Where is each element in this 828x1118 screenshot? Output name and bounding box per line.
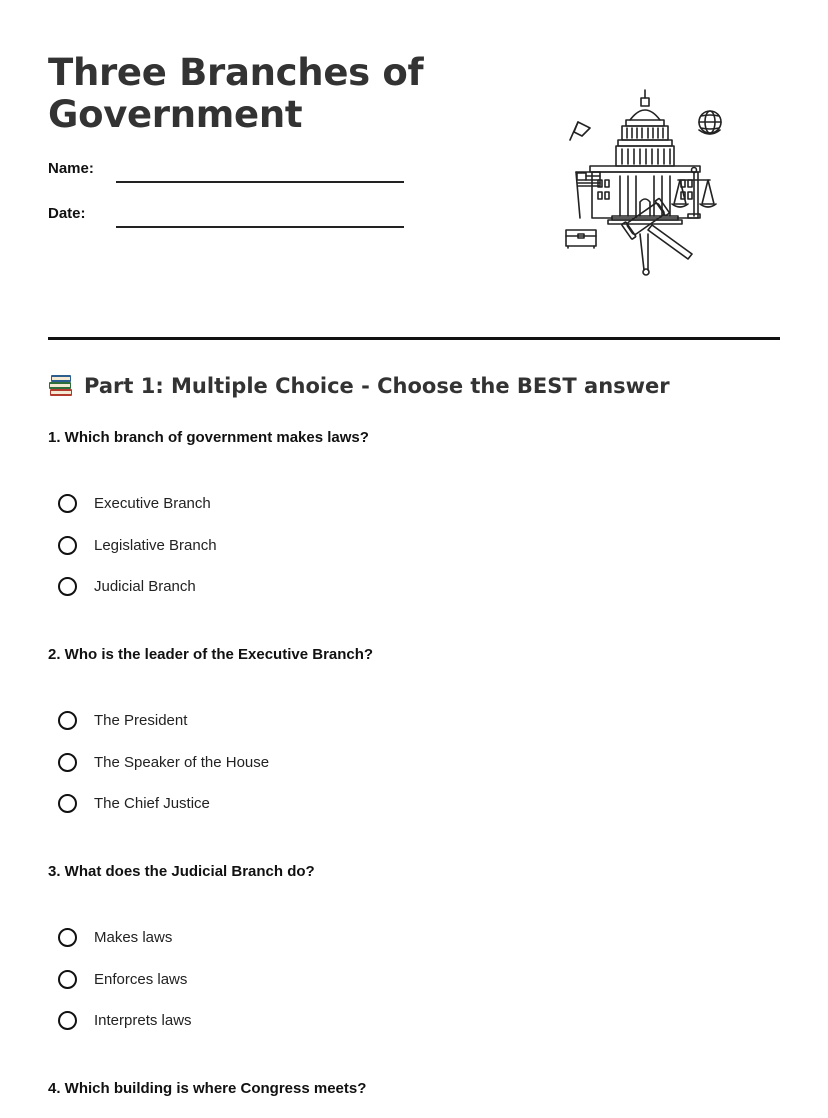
option-label: Enforces laws [94, 970, 188, 988]
answer-options [58, 700, 269, 825]
answer-option[interactable] [58, 525, 217, 567]
radio-button[interactable] [58, 711, 77, 730]
date-label: Date: [48, 205, 86, 222]
books-icon [48, 374, 74, 398]
name-field[interactable] [48, 160, 404, 177]
section-heading [48, 374, 670, 398]
answer-option[interactable] [58, 566, 217, 608]
question-3 [48, 863, 788, 1030]
option-label: Judicial Branch [94, 578, 196, 596]
radio-button[interactable] [58, 970, 77, 989]
radio-button[interactable] [58, 753, 77, 772]
answer-options [58, 917, 192, 1042]
radio-button[interactable] [58, 577, 77, 596]
option-label: Makes laws [94, 929, 173, 947]
chest-icon [566, 230, 596, 248]
flag-icon [576, 172, 600, 218]
name-line[interactable] [116, 167, 404, 183]
question-text: 4. Which building is where Congress meets? [48, 1080, 367, 1097]
worksheet-header [48, 51, 428, 222]
section-title-text: Part 1: Multiple Choice - Choose the BEST answer [84, 374, 670, 398]
answer-option[interactable] [58, 1000, 192, 1042]
radio-button[interactable] [58, 1011, 77, 1030]
date-line[interactable] [116, 212, 404, 228]
option-label: Interprets laws [94, 1012, 192, 1030]
option-label: The Chief Justice [94, 795, 210, 813]
question-1 [48, 429, 788, 596]
question-4 [48, 1080, 788, 1100]
globe-icon [699, 111, 721, 134]
date-field[interactable] [48, 205, 404, 222]
question-text: 3. What does the Judicial Branch do? [48, 863, 315, 880]
title-line-2: Government [48, 93, 303, 136]
option-label: The Speaker of the House [94, 753, 270, 771]
radio-button[interactable] [58, 536, 77, 555]
answer-option[interactable] [58, 742, 269, 784]
name-label: Name: [48, 160, 94, 177]
title-line-1: Three Branches of [48, 51, 424, 94]
radio-button[interactable] [58, 794, 77, 813]
section-divider [48, 337, 780, 340]
answer-option[interactable] [58, 783, 269, 825]
question-2 [48, 646, 788, 813]
pennant-icon [570, 122, 590, 140]
answer-option[interactable] [58, 700, 269, 742]
answer-option[interactable] [58, 959, 192, 1001]
answer-options [58, 483, 217, 608]
question-text: 2. Who is the leader of the Executive Branch? [48, 646, 374, 663]
radio-button[interactable] [58, 494, 77, 513]
question-text: 1. Which branch of government makes laws? [48, 429, 369, 446]
radio-button[interactable] [58, 928, 77, 947]
answer-option[interactable] [58, 483, 217, 525]
option-label: Legislative Branch [94, 536, 217, 554]
option-label: Executive Branch [94, 495, 211, 513]
page-title [48, 52, 428, 136]
scales-of-justice-icon [672, 168, 716, 219]
gavel-icon [622, 198, 692, 275]
capitol-illustration [560, 88, 730, 278]
option-label: The President [94, 712, 188, 730]
answer-option[interactable] [58, 917, 192, 959]
